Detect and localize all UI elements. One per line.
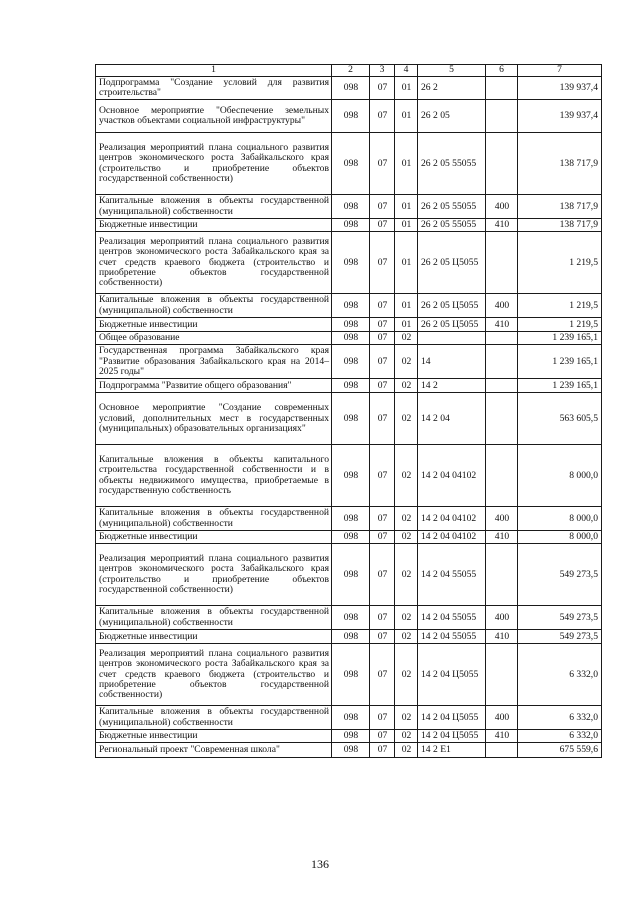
row-section-code: 07 <box>370 293 395 317</box>
row-grbs-code: 098 <box>332 705 370 729</box>
row-expense-type-code <box>486 392 518 444</box>
row-target-article-code: 26 2 05 55055 <box>418 194 486 218</box>
row-grbs-code: 098 <box>332 605 370 629</box>
row-expense-type-code: 410 <box>486 530 518 543</box>
row-section-code: 07 <box>370 378 395 392</box>
table-row <box>96 344 602 378</box>
row-amount: 1 239 165,1 <box>518 344 602 378</box>
row-amount: 6 332,0 <box>518 643 602 705</box>
row-subsection-code: 02 <box>395 506 418 530</box>
row-grbs-code: 098 <box>332 331 370 344</box>
row-section-code: 07 <box>370 629 395 643</box>
row-expense-type-code: 410 <box>486 317 518 331</box>
table-row <box>96 378 602 392</box>
row-subsection-code: 02 <box>395 543 418 605</box>
row-target-article-code: 26 2 05 Ц5055 <box>418 293 486 317</box>
row-amount: 139 937,4 <box>518 99 602 132</box>
table-body <box>96 77 602 758</box>
row-grbs-code: 098 <box>332 99 370 132</box>
row-amount: 138 717,9 <box>518 194 602 218</box>
row-grbs-code: 098 <box>332 344 370 378</box>
row-expense-type-code: 400 <box>486 293 518 317</box>
row-section-code: 07 <box>370 132 395 194</box>
row-name: Реализация мероприятий плана социального развития центров экономического роста Забайкальского края за счет средств краевого бюджета (строительство и приобретение объектов государственной собственности) <box>96 643 332 705</box>
row-grbs-code: 098 <box>332 317 370 331</box>
row-grbs-code: 098 <box>332 293 370 317</box>
header-col-5: 5 <box>418 65 486 77</box>
page-number: 136 <box>311 857 329 871</box>
row-grbs-code: 098 <box>332 132 370 194</box>
row-amount: 1 219,5 <box>518 317 602 331</box>
row-name: Реализация мероприятий плана социального развития центров экономического роста Забайкальского края (строительство и приобретение объектов государственной собственности) <box>96 132 332 194</box>
row-target-article-code: 26 2 05 <box>418 99 486 132</box>
table-row <box>96 530 602 543</box>
table-row <box>96 742 602 757</box>
row-subsection-code: 02 <box>395 444 418 506</box>
row-name: Капитальные вложения в объекты государственной (муниципальной) собственности <box>96 506 332 530</box>
row-expense-type-code: 400 <box>486 506 518 530</box>
header-col-3: 3 <box>370 65 395 77</box>
row-subsection-code: 02 <box>395 705 418 729</box>
row-amount: 8 000,0 <box>518 506 602 530</box>
row-amount: 549 273,5 <box>518 605 602 629</box>
table-row <box>96 643 602 705</box>
row-subsection-code: 02 <box>395 742 418 757</box>
row-amount: 1 239 165,1 <box>518 378 602 392</box>
table-row <box>96 317 602 331</box>
row-subsection-code: 02 <box>395 331 418 344</box>
row-amount: 1 239 165,1 <box>518 331 602 344</box>
row-grbs-code: 098 <box>332 77 370 100</box>
row-name: Общее образование <box>96 331 332 344</box>
row-grbs-code: 098 <box>332 231 370 293</box>
table-row <box>96 194 602 218</box>
row-name: Реализация мероприятий плана социального развития центров экономического роста Забайкальского края (строительство и приобретение объектов государственной собственности) <box>96 543 332 605</box>
row-subsection-code: 02 <box>395 629 418 643</box>
row-subsection-code: 02 <box>395 643 418 705</box>
row-expense-type-code <box>486 643 518 705</box>
header-col-7: 7 <box>518 65 602 77</box>
row-subsection-code: 01 <box>395 77 418 100</box>
row-grbs-code: 098 <box>332 506 370 530</box>
table-row <box>96 506 602 530</box>
budget-table <box>95 64 602 758</box>
row-expense-type-code <box>486 344 518 378</box>
row-amount: 1 219,5 <box>518 293 602 317</box>
row-target-article-code: 14 2 04 04102 <box>418 506 486 530</box>
row-expense-type-code: 410 <box>486 729 518 742</box>
table-row <box>96 629 602 643</box>
header-col-4: 4 <box>395 65 418 77</box>
row-target-article-code: 14 2 04 55055 <box>418 543 486 605</box>
row-subsection-code: 01 <box>395 293 418 317</box>
table-row <box>96 444 602 506</box>
row-subsection-code: 02 <box>395 378 418 392</box>
row-name: Бюджетные инвестиции <box>96 218 332 231</box>
row-target-article-code: 26 2 <box>418 77 486 100</box>
row-section-code: 07 <box>370 317 395 331</box>
row-subsection-code: 02 <box>395 344 418 378</box>
table-row <box>96 231 602 293</box>
header-col-6: 6 <box>486 65 518 77</box>
row-expense-type-code <box>486 99 518 132</box>
header-col-1: 1 <box>96 65 332 77</box>
table-row <box>96 132 602 194</box>
row-grbs-code: 098 <box>332 392 370 444</box>
row-section-code: 07 <box>370 77 395 100</box>
row-amount: 675 559,6 <box>518 742 602 757</box>
table-row <box>96 543 602 605</box>
row-target-article-code: 26 2 05 Ц5055 <box>418 231 486 293</box>
row-name: Капитальные вложения в объекты государственной (муниципальной) собственности <box>96 605 332 629</box>
row-expense-type-code <box>486 543 518 605</box>
row-subsection-code: 01 <box>395 218 418 231</box>
row-amount: 8 000,0 <box>518 530 602 543</box>
row-subsection-code: 01 <box>395 194 418 218</box>
row-expense-type-code <box>486 742 518 757</box>
row-name: Бюджетные инвестиции <box>96 317 332 331</box>
row-section-code: 07 <box>370 543 395 605</box>
table-row <box>96 77 602 100</box>
table-header-row <box>96 65 602 77</box>
row-grbs-code: 098 <box>332 444 370 506</box>
row-amount: 549 273,5 <box>518 543 602 605</box>
row-section-code: 07 <box>370 99 395 132</box>
row-section-code: 07 <box>370 331 395 344</box>
row-subsection-code: 02 <box>395 530 418 543</box>
row-expense-type-code: 400 <box>486 194 518 218</box>
row-section-code: 07 <box>370 392 395 444</box>
row-target-article-code: 14 2 04 04102 <box>418 530 486 543</box>
row-target-article-code: 14 2 <box>418 378 486 392</box>
row-name: Подпрограмма "Создание условий для развития строительства" <box>96 77 332 100</box>
row-subsection-code: 01 <box>395 231 418 293</box>
row-target-article-code: 14 2 04 55055 <box>418 629 486 643</box>
row-grbs-code: 098 <box>332 629 370 643</box>
row-expense-type-code <box>486 77 518 100</box>
table-row <box>96 705 602 729</box>
row-expense-type-code <box>486 378 518 392</box>
row-target-article-code: 14 2 04 04102 <box>418 444 486 506</box>
row-amount: 1 219,5 <box>518 231 602 293</box>
row-subsection-code: 01 <box>395 99 418 132</box>
row-section-code: 07 <box>370 705 395 729</box>
row-name: Реализация мероприятий плана социального развития центров экономического роста Забайкальского края за счет средств краевого бюджета (строительство и приобретение объектов государственной собственности) <box>96 231 332 293</box>
row-amount: 139 937,4 <box>518 77 602 100</box>
row-target-article-code: 14 2 04 Ц5055 <box>418 705 486 729</box>
row-section-code: 07 <box>370 530 395 543</box>
row-amount: 8 000,0 <box>518 444 602 506</box>
table-row <box>96 218 602 231</box>
row-name: Бюджетные инвестиции <box>96 729 332 742</box>
row-section-code: 07 <box>370 506 395 530</box>
row-amount: 6 332,0 <box>518 729 602 742</box>
row-amount: 138 717,9 <box>518 132 602 194</box>
row-grbs-code: 098 <box>332 378 370 392</box>
row-target-article-code: 26 2 05 55055 <box>418 218 486 231</box>
row-grbs-code: 098 <box>332 530 370 543</box>
row-target-article-code: 26 2 05 55055 <box>418 132 486 194</box>
row-amount: 6 332,0 <box>518 705 602 729</box>
row-amount: 549 273,5 <box>518 629 602 643</box>
row-section-code: 07 <box>370 742 395 757</box>
table-row <box>96 729 602 742</box>
table-row <box>96 392 602 444</box>
row-name: Капитальные вложения в объекты государственной (муниципальной) собственности <box>96 194 332 218</box>
row-grbs-code: 098 <box>332 729 370 742</box>
row-grbs-code: 098 <box>332 194 370 218</box>
row-section-code: 07 <box>370 344 395 378</box>
row-expense-type-code: 400 <box>486 605 518 629</box>
row-expense-type-code <box>486 132 518 194</box>
row-name: Капитальные вложения в объекты государственной (муниципальной) собственности <box>96 705 332 729</box>
row-section-code: 07 <box>370 444 395 506</box>
row-section-code: 07 <box>370 729 395 742</box>
row-expense-type-code: 410 <box>486 629 518 643</box>
row-name: Бюджетные инвестиции <box>96 629 332 643</box>
row-target-article-code: 14 2 04 <box>418 392 486 444</box>
row-name: Региональный проект "Современная школа" <box>96 742 332 757</box>
row-name: Подпрограмма "Развитие общего образования" <box>96 378 332 392</box>
row-target-article-code: 14 2 04 Ц5055 <box>418 729 486 742</box>
row-target-article-code <box>418 331 486 344</box>
row-name: Бюджетные инвестиции <box>96 530 332 543</box>
row-expense-type-code: 400 <box>486 705 518 729</box>
row-target-article-code: 14 2 04 55055 <box>418 605 486 629</box>
row-grbs-code: 098 <box>332 643 370 705</box>
row-name: Основное мероприятие "Создание современных условий, дополнительных мест в государственных (муниципальных) образовательных организациях" <box>96 392 332 444</box>
row-grbs-code: 098 <box>332 218 370 231</box>
row-name: Капитальные вложения в объекты капитального строительства государственной собственности и в объекты недвижимого имущества, приобретаемые в государственную собственность <box>96 444 332 506</box>
row-amount: 563 605,5 <box>518 392 602 444</box>
table-row <box>96 331 602 344</box>
row-subsection-code: 02 <box>395 729 418 742</box>
row-expense-type-code <box>486 231 518 293</box>
row-target-article-code: 14 <box>418 344 486 378</box>
row-section-code: 07 <box>370 194 395 218</box>
row-subsection-code: 01 <box>395 317 418 331</box>
row-target-article-code: 14 2 E1 <box>418 742 486 757</box>
row-expense-type-code <box>486 331 518 344</box>
row-subsection-code: 02 <box>395 605 418 629</box>
row-section-code: 07 <box>370 218 395 231</box>
row-subsection-code: 02 <box>395 392 418 444</box>
table-row <box>96 605 602 629</box>
header-col-2: 2 <box>332 65 370 77</box>
row-section-code: 07 <box>370 643 395 705</box>
row-name: Основное мероприятие "Обеспечение земельных участков объектами социальной инфраструктуры" <box>96 99 332 132</box>
row-target-article-code: 14 2 04 Ц5055 <box>418 643 486 705</box>
row-section-code: 07 <box>370 231 395 293</box>
row-amount: 138 717,9 <box>518 218 602 231</box>
row-name: Капитальные вложения в объекты государственной (муниципальной) собственности <box>96 293 332 317</box>
table-row <box>96 293 602 317</box>
row-expense-type-code: 410 <box>486 218 518 231</box>
row-expense-type-code <box>486 444 518 506</box>
row-subsection-code: 01 <box>395 132 418 194</box>
row-grbs-code: 098 <box>332 543 370 605</box>
table-row <box>96 99 602 132</box>
row-section-code: 07 <box>370 605 395 629</box>
row-grbs-code: 098 <box>332 742 370 757</box>
row-name: Государственная программа Забайкальского края "Развитие образования Забайкальского края на 2014–2025 годы" <box>96 344 332 378</box>
row-target-article-code: 26 2 05 Ц5055 <box>418 317 486 331</box>
